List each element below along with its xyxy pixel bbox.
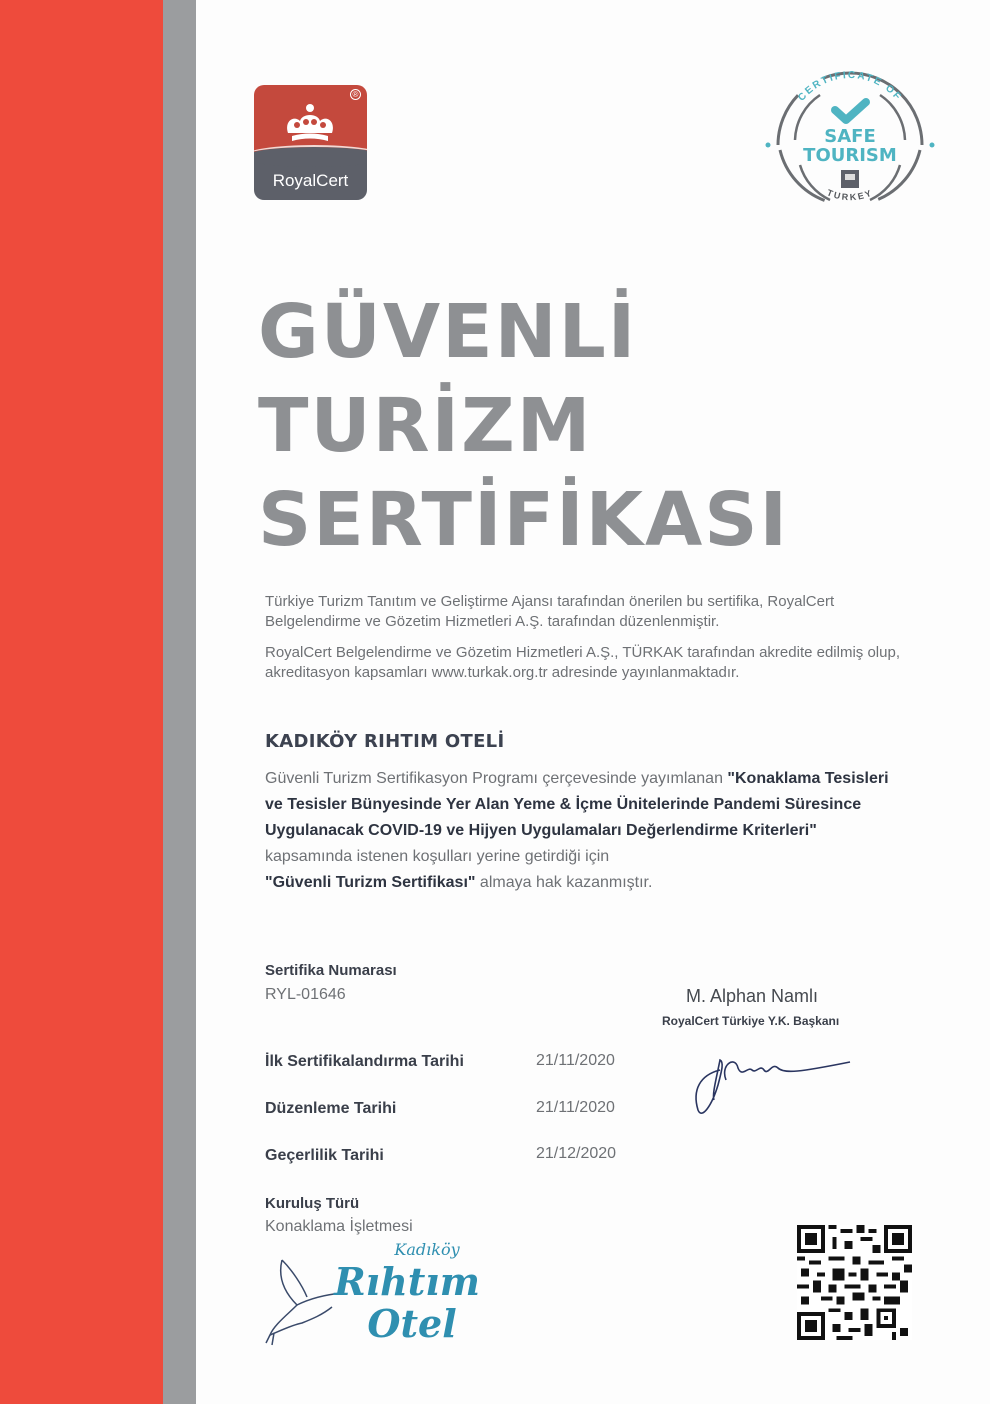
seal-line2: TOURISM (803, 145, 897, 166)
title-line-2: TURİZM (258, 383, 593, 469)
left-gray-stripe (163, 0, 196, 1404)
royalcert-logo (254, 85, 367, 200)
royalcert-logo-text: RoyalCert (272, 171, 349, 190)
svg-text:CERTIFICATE OF (796, 70, 904, 104)
title-line-1: GÜVENLİ (258, 289, 638, 375)
seal-bottom-arc-text: TURKEY (825, 187, 875, 203)
organization-type-label: Kuruluş Türü (265, 1195, 360, 1212)
crown-icon (282, 103, 338, 147)
svg-text:TURKEY (825, 187, 874, 202)
left-red-stripe (0, 0, 163, 1404)
hotel-logo-line2: Rıhtım (334, 1259, 480, 1304)
issue-date: 21/11/2020 (536, 1099, 615, 1116)
organization-type: Konaklama İşletmesi (265, 1218, 413, 1235)
hotel-logo-line3: Otel (367, 1301, 457, 1346)
certificate-number: RYL-01646 (265, 986, 346, 1003)
qr-code[interactable] (797, 1225, 912, 1340)
statement-criteria: "Konaklama Tesisleri ve Tesisler Bünyesinde Yer Alan Yeme & İçme Ünitelerinde Pandemi Süresince Uygulanacak COVID-19 ve Hijyen Uygulamaları Değerlendirme Kriterleri" (265, 770, 889, 839)
intro-paragraph-2: RoyalCert Belgelendirme ve Gözetim Hizmetleri A.Ş., TÜRKAK tarafından akredite edilmiş olup, akreditasyon kapsamları www.turkak.org.tr adresinde yayınlanmaktadır. (265, 644, 900, 681)
signatory-name: M. Alphan Namlı (686, 986, 819, 1006)
seal-top-arc-text: CERTIFICATE OF (796, 69, 904, 104)
first-certification-date: 21/11/2020 (536, 1052, 615, 1069)
title-line-3: SERTİFİKASI (258, 477, 790, 563)
validity-date: 21/12/2020 (536, 1145, 617, 1162)
validity-date-label: Geçerlilik Tarihi (265, 1147, 384, 1164)
safe-tourism-seal (760, 50, 940, 225)
signature-image (690, 1050, 860, 1125)
first-certification-date-label: İlk Sertifikalandırma Tarihi (265, 1053, 464, 1070)
statement-part2: kapsamında istenen koşulları yerine getirdiği için (265, 848, 610, 865)
hotel-logo (262, 1235, 492, 1350)
intro-paragraph-1: Türkiye Turizm Tanıtım ve Geliştirme Ajansı tarafından önerilen bu sertifika, RoyalCert Belgelendirme ve Gözetim Hizmetleri A.Ş. tarafından düzenlenmiştir. (265, 593, 835, 630)
certificate-number-label: Sertifika Numarası (265, 962, 397, 979)
seagull-icon (266, 1260, 342, 1345)
holder-name: KADIKÖY RIHTIM OTELİ (265, 731, 505, 752)
signatory-role: RoyalCert Türkiye Y.K. Başkanı (662, 1014, 840, 1028)
registered-mark: ® (350, 89, 361, 100)
hotel-logo-line1: Kadıköy (394, 1240, 460, 1259)
certificate-title (258, 285, 789, 567)
seal-line1: SAFE (824, 126, 876, 147)
issue-date-label: Düzenleme Tarihi (265, 1100, 397, 1117)
checkmark-icon (835, 102, 866, 120)
certification-statement (265, 766, 905, 896)
statement-cert-name: "Güvenli Turizm Sertifikası" (265, 874, 476, 891)
statement-part3: almaya hak kazanmıştır. (475, 874, 653, 891)
statement-part1: Güvenli Turizm Sertifikasyon Programı çerçevesinde yayımlanan (265, 770, 728, 787)
